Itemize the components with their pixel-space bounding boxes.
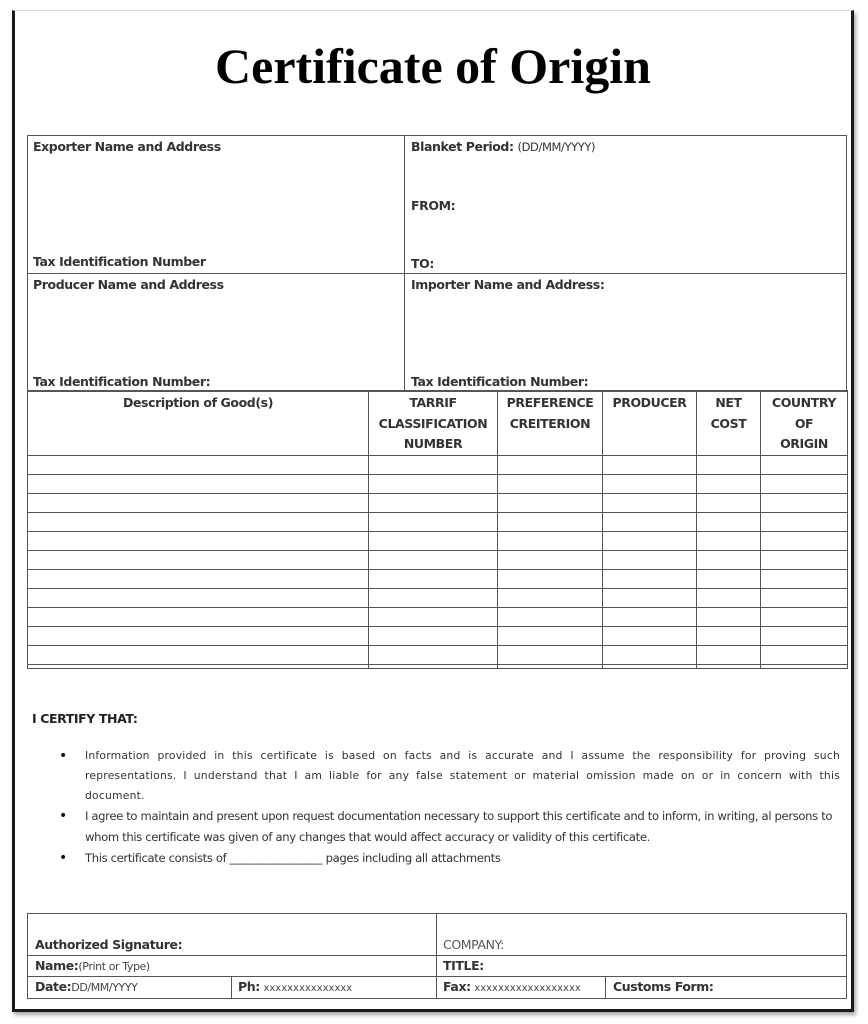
goods-table-cell[interactable] — [498, 607, 603, 626]
goods-table-cell[interactable] — [761, 550, 848, 569]
producer-tax-id-field[interactable]: Tax Identification Number: — [33, 374, 211, 389]
exporter-name-field[interactable]: Exporter Name and Address — [33, 139, 221, 154]
bullet-icon: • — [59, 808, 67, 824]
goods-table-cell[interactable] — [369, 455, 498, 474]
phone-divider — [231, 976, 232, 998]
producer-name-field[interactable]: Producer Name and Address — [33, 277, 224, 292]
column-header-tariff-classification: TARRIF CLASSIFICATION NUMBER — [369, 391, 498, 456]
goods-table-cell[interactable] — [761, 569, 848, 588]
goods-table-cell[interactable] — [498, 474, 603, 493]
column-header-preference-criterion: PREFERENCE CREITERION — [498, 391, 603, 456]
certify-item-page-count[interactable]: • This certificate consists of _________________ pages including all attachments — [32, 848, 840, 869]
goods-table-cell[interactable] — [603, 550, 697, 569]
goods-table-cell[interactable] — [697, 569, 761, 588]
goods-table-cell[interactable] — [28, 588, 369, 607]
goods-table-cell[interactable] — [498, 531, 603, 550]
phone-field[interactable]: Ph: xxxxxxxxxxxxxxx — [238, 979, 353, 994]
customs-divider — [605, 976, 606, 998]
goods-table-cell[interactable] — [697, 493, 761, 512]
goods-table-row — [28, 569, 848, 588]
bullet-icon: • — [59, 850, 67, 866]
goods-table-cell[interactable] — [28, 550, 369, 569]
goods-table-cell[interactable] — [761, 588, 848, 607]
authorized-signature-field[interactable]: Authorized Signature: — [35, 937, 183, 952]
goods-table-cell[interactable] — [498, 550, 603, 569]
goods-table-cell[interactable] — [369, 645, 498, 664]
goods-table-row — [28, 493, 848, 512]
goods-table-cell[interactable] — [761, 664, 848, 668]
goods-table-cell[interactable] — [498, 626, 603, 645]
certify-list — [32, 746, 840, 869]
importer-tax-id-field[interactable]: Tax Identification Number: — [411, 374, 589, 389]
goods-table-cell[interactable] — [498, 455, 603, 474]
goods-table-cell[interactable] — [28, 607, 369, 626]
bullet-icon: • — [59, 748, 68, 764]
signature-block — [27, 913, 847, 999]
goods-table-row — [28, 664, 848, 668]
goods-table-cell[interactable] — [761, 455, 848, 474]
goods-table-cell[interactable] — [697, 455, 761, 474]
goods-table-cell[interactable] — [28, 645, 369, 664]
goods-table-cell[interactable] — [369, 493, 498, 512]
goods-table-cell[interactable] — [369, 607, 498, 626]
column-header-producer: PRODUCER — [603, 391, 697, 456]
goods-table-header — [28, 391, 848, 456]
signature-divider-vertical — [436, 914, 437, 998]
goods-table-cell[interactable] — [697, 607, 761, 626]
goods-table-cell[interactable] — [498, 664, 603, 668]
goods-table-cell[interactable] — [761, 493, 848, 512]
goods-table-cell[interactable] — [498, 569, 603, 588]
blanket-period-field[interactable] — [411, 139, 595, 154]
certify-item: • I agree to maintain and present upon request documentation necessary to support this certificate and to inform, in writing, al persons to whom this certificate was given of any changes that would affect accuracy or validity of this certificate. — [59, 808, 833, 844]
goods-table-cell[interactable] — [697, 512, 761, 531]
goods-table-cell[interactable] — [498, 588, 603, 607]
goods-table-cell[interactable] — [28, 474, 369, 493]
exporter-tax-id-field[interactable]: Tax Identification Number — [33, 254, 206, 269]
goods-table-cell[interactable] — [761, 512, 848, 531]
goods-table-cell[interactable] — [28, 455, 369, 474]
goods-table-row — [28, 626, 848, 645]
goods-table-body — [28, 455, 848, 668]
column-header-description: Description of Good(s) — [28, 391, 369, 456]
goods-table-cell[interactable] — [603, 512, 697, 531]
company-field[interactable]: COMPANY: — [443, 937, 504, 952]
goods-table-row — [28, 474, 848, 493]
certify-item: • Information provided in this certificate is based on facts and is accurate and I assume the responsibility for proving such representations. I understand that I am liable for any false statement or material omission made on or in concern with this document. — [59, 748, 840, 802]
goods-table-cell[interactable] — [603, 455, 697, 474]
goods-table-cell[interactable] — [28, 664, 369, 668]
goods-table-cell[interactable] — [28, 626, 369, 645]
goods-table-cell[interactable] — [28, 531, 369, 550]
goods-table-cell[interactable] — [761, 645, 848, 664]
goods-table-row — [28, 588, 848, 607]
goods-table-row — [28, 531, 848, 550]
blanket-period-format: (DD/MM/YYYY) — [517, 140, 596, 154]
goods-table-cell[interactable] — [603, 645, 697, 664]
signature-divider-2 — [28, 976, 846, 977]
goods-table-cell[interactable] — [369, 550, 498, 569]
column-header-country-of-origin: COUNTRY OF ORIGIN — [761, 391, 848, 456]
blanket-period-label: Blanket Period: — [411, 139, 514, 154]
goods-table-cell[interactable] — [603, 474, 697, 493]
goods-table-cell[interactable] — [761, 531, 848, 550]
page-title: Certificate of Origin — [215, 38, 651, 94]
fax-field[interactable]: Fax: xxxxxxxxxxxxxxxxxx — [443, 979, 581, 994]
customs-form-field[interactable]: Customs Form: — [613, 979, 714, 994]
goods-table-cell[interactable] — [498, 493, 603, 512]
goods-table-cell[interactable] — [369, 664, 498, 668]
goods-table-cell[interactable] — [697, 474, 761, 493]
goods-table-cell[interactable] — [369, 512, 498, 531]
goods-table-cell[interactable] — [603, 493, 697, 512]
goods-table-cell[interactable] — [697, 626, 761, 645]
goods-table-row — [28, 645, 848, 664]
goods-table-cell[interactable] — [369, 531, 498, 550]
goods-table-cell[interactable] — [498, 645, 603, 664]
goods-table-cell[interactable] — [761, 607, 848, 626]
goods-table-cell[interactable] — [369, 474, 498, 493]
from-date-field[interactable]: FROM: — [411, 198, 456, 213]
certificate-page — [12, 10, 854, 1012]
goods-table-row — [28, 550, 848, 569]
importer-name-field[interactable]: Importer Name and Address: — [411, 277, 605, 292]
signature-divider-1 — [28, 955, 846, 956]
goods-table-cell[interactable] — [603, 626, 697, 645]
goods-table-cell[interactable] — [697, 550, 761, 569]
goods-table — [27, 390, 848, 669]
goods-table-row — [28, 512, 848, 531]
goods-table-cell[interactable] — [369, 588, 498, 607]
goods-table-cell[interactable] — [697, 588, 761, 607]
goods-table-cell[interactable] — [28, 569, 369, 588]
goods-table-cell[interactable] — [761, 474, 848, 493]
parties-divider-vertical — [404, 135, 405, 392]
parties-divider-horizontal — [27, 273, 847, 274]
goods-table-cell[interactable] — [603, 607, 697, 626]
goods-table-cell[interactable] — [603, 569, 697, 588]
goods-table-cell[interactable] — [498, 512, 603, 531]
goods-table-cell[interactable] — [697, 664, 761, 668]
goods-table-cell[interactable] — [603, 531, 697, 550]
goods-table-cell[interactable] — [697, 531, 761, 550]
goods-table-cell[interactable] — [603, 588, 697, 607]
goods-table-cell[interactable] — [369, 626, 498, 645]
date-field[interactable]: Date:DD/MM/YYYY — [35, 979, 138, 994]
to-date-field[interactable]: TO: — [411, 256, 434, 271]
goods-table-cell[interactable] — [369, 569, 498, 588]
goods-table-cell[interactable] — [603, 664, 697, 668]
goods-table-cell[interactable] — [761, 626, 848, 645]
goods-table-cell[interactable] — [697, 645, 761, 664]
certify-heading: I CERTIFY THAT: — [32, 711, 138, 726]
name-field[interactable]: Name:(Print or Type) — [35, 958, 150, 973]
goods-table-row — [28, 607, 848, 626]
title-field[interactable]: TITLE: — [443, 958, 484, 973]
column-header-net-cost: NET COST — [697, 391, 761, 456]
goods-table-cell[interactable] — [28, 493, 369, 512]
goods-table-row — [28, 455, 848, 474]
goods-table-cell[interactable] — [28, 512, 369, 531]
